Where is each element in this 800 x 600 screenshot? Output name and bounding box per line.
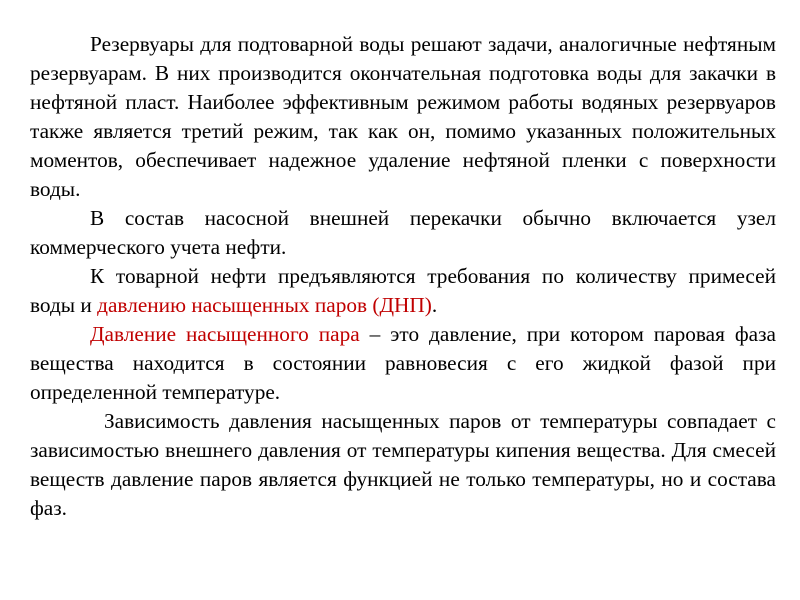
paragraph-oil-requirements-end: .	[431, 293, 438, 317]
paragraph-dependence	[30, 407, 776, 523]
document-body	[30, 30, 776, 523]
paragraph-reservoirs	[30, 30, 776, 204]
term-saturated-vapor-pressure: Давление насыщенного пара	[90, 322, 360, 346]
paragraph-oil-requirements-text: К товарной нефти предъявляются требования по количеству примесей воды и	[30, 264, 776, 317]
paragraph-reservoirs-text: Резервуары для подтоварной воды решают задачи, аналогичные нефтяным резервуарам. В них производится окончательная подготовка воды для закачки в нефтяной пласт. Наиболее эффективным режимом работы водяных резервуаров также является третий режим, так как он, помимо указанных положительных моментов, обеспечивает надежное удаление нефтяной пленки с поверхности воды.	[30, 32, 776, 201]
paragraph-pump-station-text: В состав насосной внешней перекачки обычно включается узел коммерческого учета нефти.	[30, 206, 776, 259]
paragraph-pump-station	[30, 204, 776, 262]
paragraph-oil-requirements	[30, 262, 776, 320]
paragraph-definition-text: – это давление, при котором паровая фаза вещества находится в состоянии равновесия с его жидкой фазой при определенной температуре.	[30, 322, 776, 404]
paragraph-definition	[30, 320, 776, 407]
term-saturated-vapor-pressure-link: давлению насыщенных паров (ДНП)	[97, 293, 432, 317]
paragraph-dependence-text: Зависимость давления насыщенных паров от температуры совпадает с зависимостью внешнего давления от температуры кипения вещества. Для смесей веществ давление паров является функцией не только температуры, но и состава фаз.	[30, 409, 776, 520]
